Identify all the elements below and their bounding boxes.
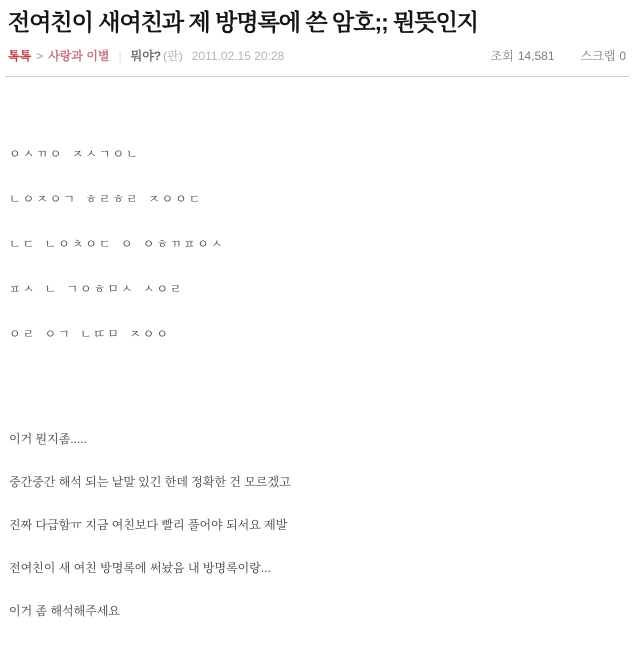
scrap-count-label: 스크랩 <box>580 49 616 64</box>
cipher-line: ㅇㅅㄲㅇ ㅈㅅㄱㅇㄴ <box>9 146 140 161</box>
author-link[interactable]: 뭐야? <box>130 49 162 64</box>
body-text-block <box>9 432 624 619</box>
body-line: 중간중간 해석 되는 낱말 있긴 한데 정확한 건 모르겠고 <box>9 474 291 489</box>
body-line: 이거 좀 해석해주세요 <box>9 603 120 618</box>
breadcrumb-board-link[interactable]: 톡톡 <box>8 49 32 64</box>
body-line: 이거 뭔지좀..... <box>9 431 87 446</box>
cipher-line: ㄴㄷ ㄴㅇㅊㅇㄷ ㅇ ㅇㅎㄲㅍㅇㅅ <box>9 236 225 251</box>
page-title: 전여친이 새여친과 제 방명록에 쓴 암호;; 뭔뜻인지 <box>8 9 479 35</box>
post-content <box>0 77 634 619</box>
body-line: 진짜 다급함ㅠ 지금 여친보다 빨리 풀어야 되서요 제발 <box>9 517 288 532</box>
cipher-line: ㅇㄹ ㅇㄱ ㄴㄸㅁ ㅈㅇㅇ <box>9 326 170 341</box>
post-meta-row <box>8 48 626 64</box>
scrap-count-value: 0 <box>619 49 626 64</box>
view-count-value: 14,581 <box>517 49 555 64</box>
post-header <box>0 0 634 64</box>
view-count-label: 조회 <box>490 49 514 64</box>
breadcrumb-separator: > <box>36 48 44 63</box>
view-count <box>491 47 555 64</box>
meta-divider: | <box>118 48 122 63</box>
body-line: 전여친이 새 여친 방명록에 써놨음 내 방명록이랑... <box>9 560 271 575</box>
scrap-count <box>581 47 626 64</box>
cipher-block <box>9 147 624 342</box>
breadcrumb-category-link[interactable]: 사랑과 이별 <box>48 49 110 64</box>
post-date: 2011.02.15 20:28 <box>191 48 285 63</box>
cipher-line: ㅍㅅ ㄴ ㄱㅇㅎㅁㅅ ㅅㅇㄹ <box>9 281 184 296</box>
author-suffix: (판) <box>163 49 183 64</box>
cipher-line: ㄴㅇㅈㅇㄱ ㅎㄹㅎㄹ ㅈㅇㅇㄷ <box>9 191 203 206</box>
